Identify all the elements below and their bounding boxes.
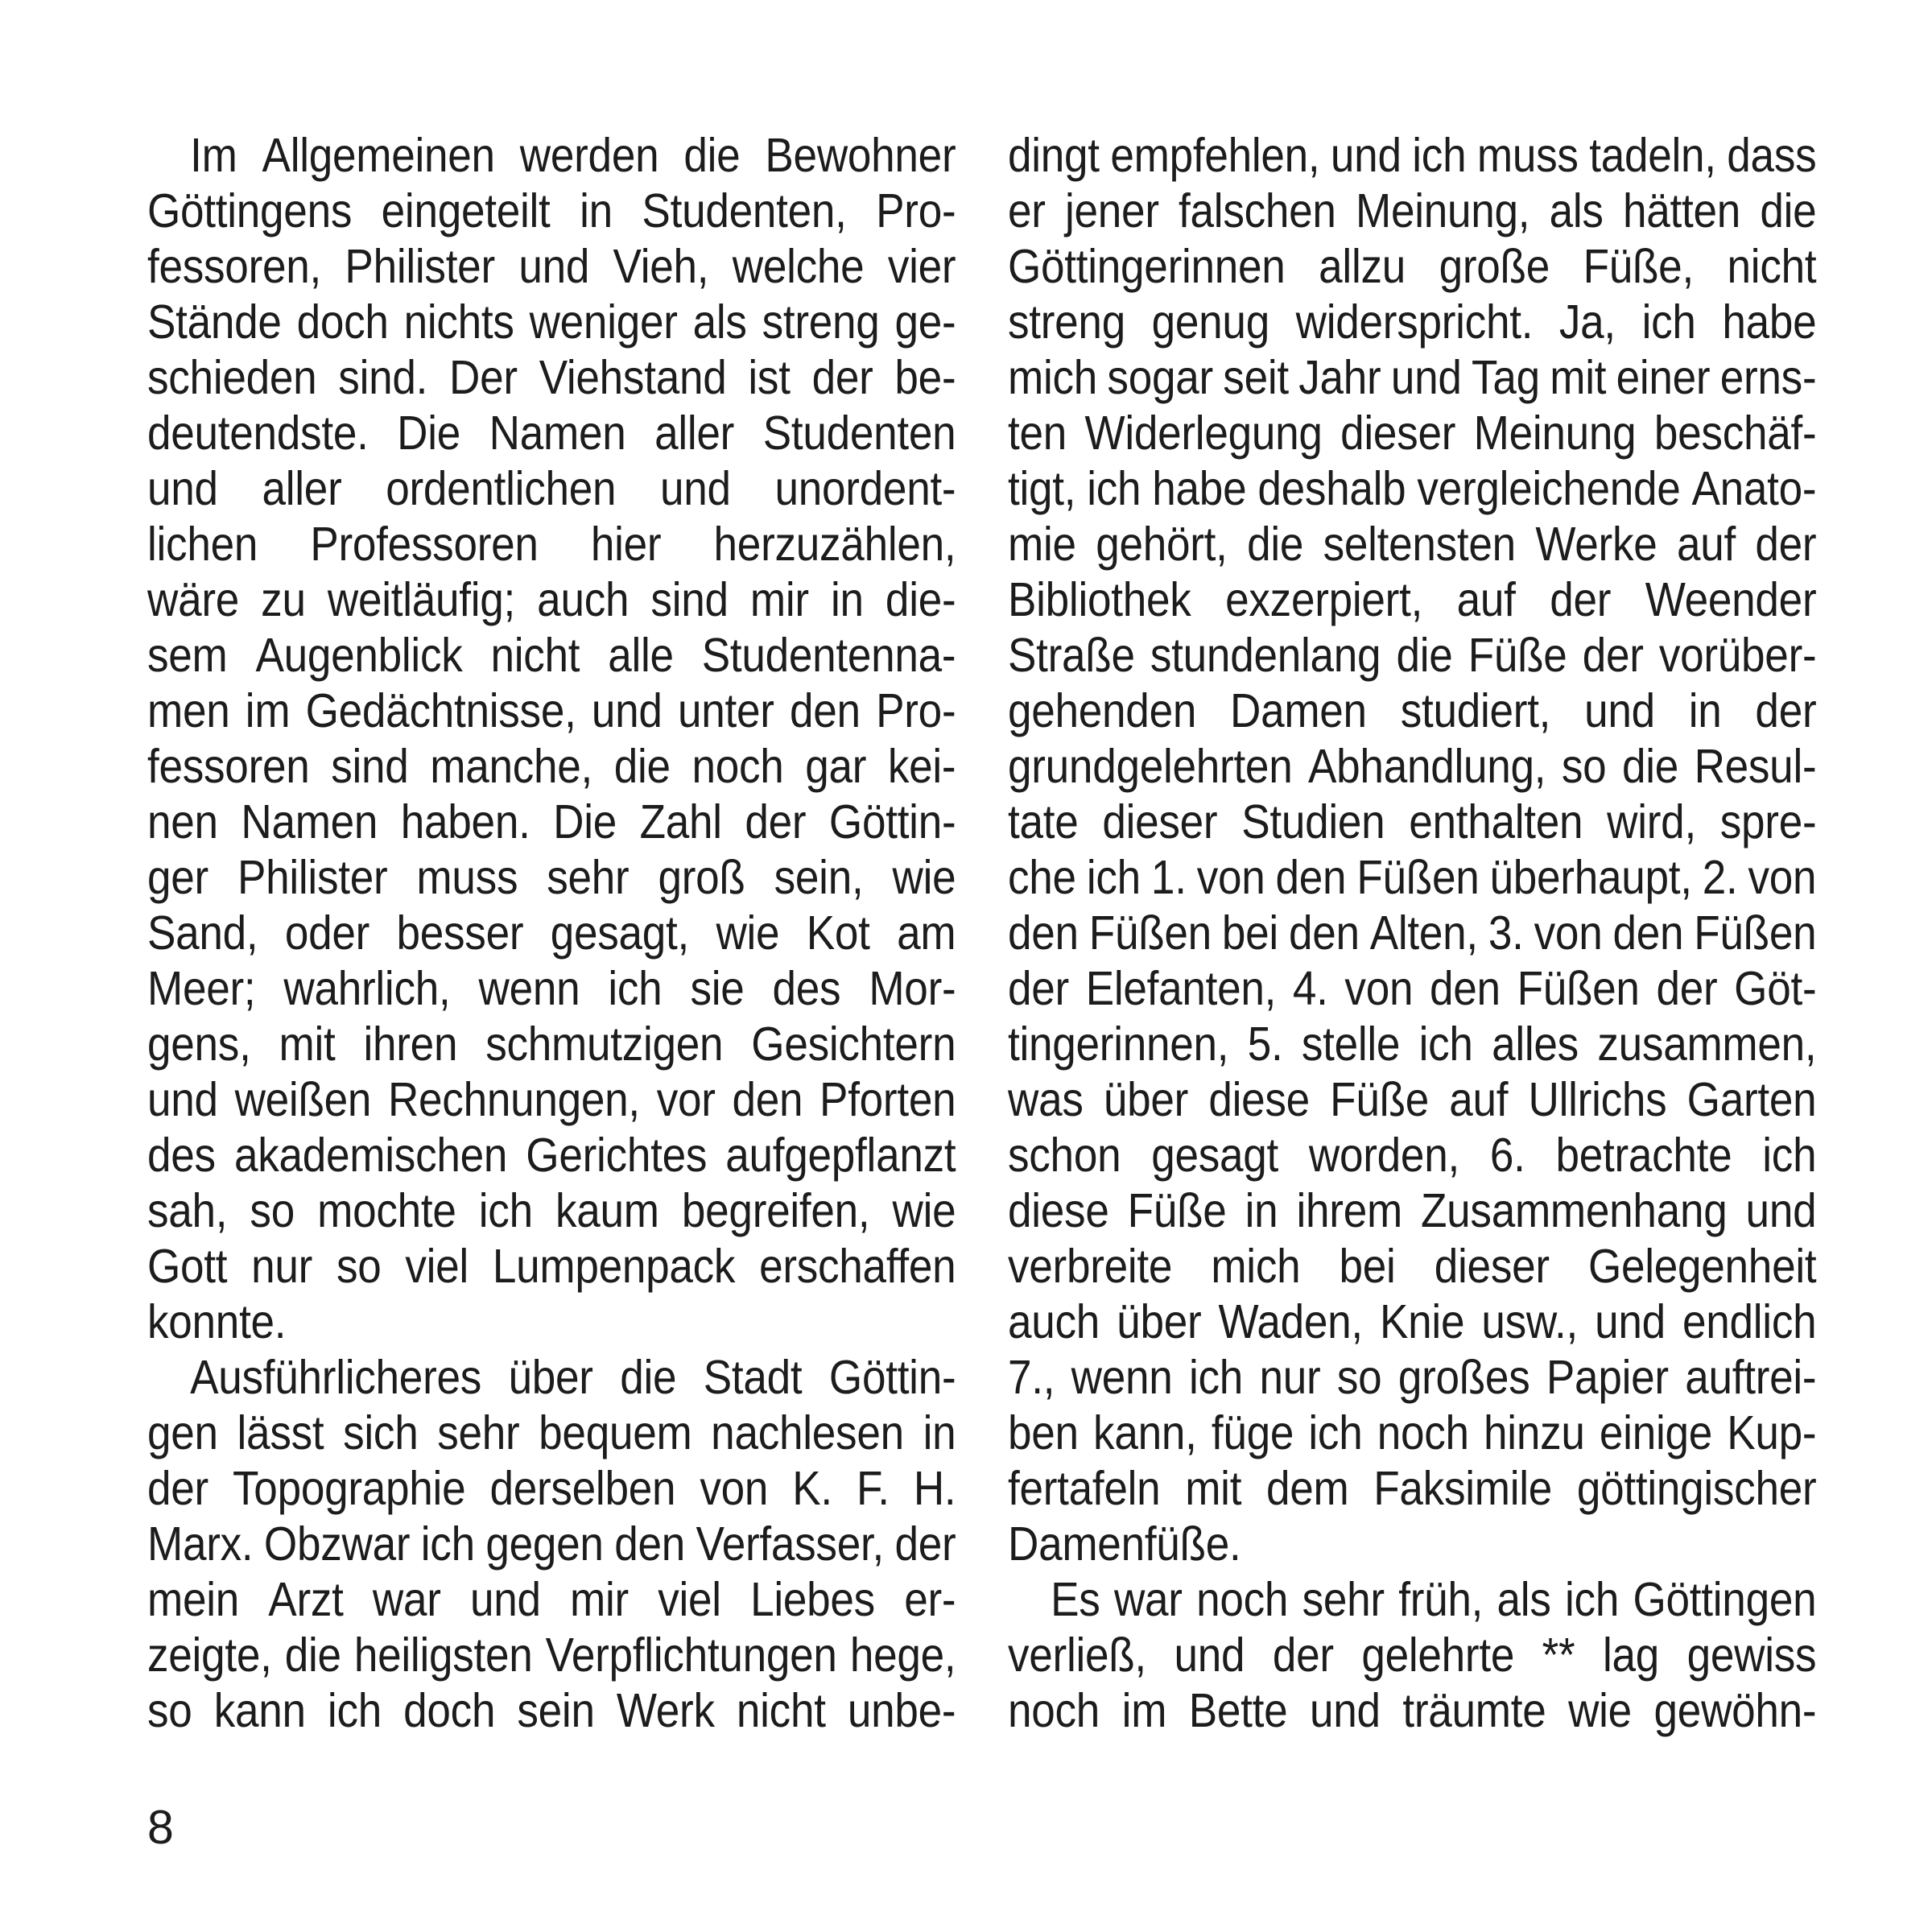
text-line: ten Widerlegung dieser Meinung beschäf- xyxy=(1008,407,1817,460)
text-line: und aller ordentlichen und unordent- xyxy=(147,462,956,515)
text-line: gehenden Damen studiert, und in der xyxy=(1008,684,1817,737)
text-line: er jener falschen Meinung, als hätten die xyxy=(1008,184,1817,237)
text-line: mie gehört, die seltensten Werke auf der xyxy=(1008,518,1817,571)
text-line: Stände doch nichts weniger als streng ge- xyxy=(147,295,956,349)
text-line: verbreite mich bei dieser Gelegenheit xyxy=(1008,1240,1817,1293)
text-line: fessoren sind manche, die noch gar kei- xyxy=(147,740,956,793)
text-line: tate dieser Studien enthalten wird, spre- xyxy=(1008,795,1817,848)
text-line: Marx. Obzwar ich gegen den Verfasser, der xyxy=(147,1517,956,1571)
text-line: gen lässt sich sehr bequem nachlesen in xyxy=(147,1406,956,1459)
text-line: streng genug widerspricht. Ja, ich habe xyxy=(1008,295,1817,349)
text-line: Damenfüße. xyxy=(1008,1517,1241,1571)
text-line: tigt, ich habe deshalb vergleichende Anato- xyxy=(1008,462,1817,515)
text-line: sah, so mochte ich kaum begreifen, wie xyxy=(147,1184,956,1237)
text-line: diese Füße in ihrem Zusammenhang und xyxy=(1008,1184,1817,1237)
page-number: 8 xyxy=(147,1801,174,1854)
text-line: und weißen Rechnungen, vor den Pforten xyxy=(147,1073,956,1126)
text-line: wäre zu weitläufig; auch sind mir in die- xyxy=(147,573,956,626)
text-column-left xyxy=(147,128,956,1739)
text-line: den Füßen bei den Alten, 3. von den Füßen xyxy=(1008,906,1817,960)
text-line: mein Arzt war und mir viel Liebes er- xyxy=(147,1573,956,1626)
text-line: ger Philister muss sehr groß sein, wie xyxy=(147,851,956,904)
text-line: der Topographie derselben von K. F. H. xyxy=(147,1462,956,1515)
text-line: ben kann, füge ich noch hinzu einige Kup- xyxy=(1008,1406,1817,1459)
text-line: schon gesagt worden, 6. betrachte ich xyxy=(1008,1129,1817,1182)
text-line: noch im Bette und träumte wie gewöhn- xyxy=(1008,1684,1817,1737)
text-line: Gott nur so viel Lumpenpack erschaffen xyxy=(147,1240,956,1293)
text-line: sem Augenblick nicht alle Studentenna- xyxy=(147,629,956,682)
text-line: fertafeln mit dem Faksimile göttingischer xyxy=(1008,1462,1817,1515)
text-line: verließ, und der gelehrte ** lag gewiss xyxy=(1008,1629,1817,1682)
text-line: Straße stundenlang die Füße der vorüber- xyxy=(1008,629,1817,682)
text-line: Ausführlicheres über die Stadt Göttin- xyxy=(190,1351,956,1404)
text-line: 7., wenn ich nur so großes Papier auftrei- xyxy=(1008,1351,1817,1404)
text-line: Göttingerinnen allzu große Füße, nicht xyxy=(1008,240,1817,293)
text-line: konnte. xyxy=(147,1295,287,1348)
text-line: men im Gedächtnisse, und unter den Pro- xyxy=(147,684,956,737)
text-line: Im Allgemeinen werden die Bewohner xyxy=(190,129,956,182)
text-line: was über diese Füße auf Ullrichs Garten xyxy=(1008,1073,1817,1126)
text-line: che ich 1. von den Füßen überhaupt, 2. von xyxy=(1008,851,1817,904)
text-line: des akademischen Gerichtes aufgepflanzt xyxy=(147,1129,956,1182)
text-line: nen Namen haben. Die Zahl der Göttin- xyxy=(147,795,956,848)
text-line: tingerinnen, 5. stelle ich alles zusammen, xyxy=(1008,1018,1817,1071)
text-line: der Elefanten, 4. von den Füßen der Göt- xyxy=(1008,962,1817,1015)
text-line: dingt empfehlen, und ich muss tadeln, dass xyxy=(1008,129,1817,182)
text-line: Göttingens eingeteilt in Studenten, Pro- xyxy=(147,184,956,237)
text-line: Meer; wahrlich, wenn ich sie des Mor- xyxy=(147,962,956,1015)
text-line: lichen Professoren hier herzuzählen, xyxy=(147,518,956,571)
text-line: Es war noch sehr früh, als ich Göttingen xyxy=(1051,1573,1817,1626)
text-line: deutendste. Die Namen aller Studenten xyxy=(147,407,956,460)
text-line: grundgelehrten Abhandlung, so die Resul- xyxy=(1008,740,1817,793)
text-line: schieden sind. Der Viehstand ist der be- xyxy=(147,351,956,404)
text-line: gens, mit ihren schmutzigen Gesichtern xyxy=(147,1018,956,1071)
text-line: auch über Waden, Knie usw., und endlich xyxy=(1008,1295,1817,1348)
text-line: mich sogar seit Jahr und Tag mit einer erns- xyxy=(1008,351,1817,404)
text-line: zeigte, die heiligsten Verpflichtungen hege, xyxy=(147,1629,956,1682)
text-column-right xyxy=(1008,128,1816,1739)
text-line: so kann ich doch sein Werk nicht unbe- xyxy=(147,1684,956,1737)
text-line: Sand, oder besser gesagt, wie Kot am xyxy=(147,906,956,960)
text-line: fessoren, Philister und Vieh, welche vier xyxy=(147,240,956,293)
text-line: Bibliothek exzerpiert, auf der Weender xyxy=(1008,573,1817,626)
